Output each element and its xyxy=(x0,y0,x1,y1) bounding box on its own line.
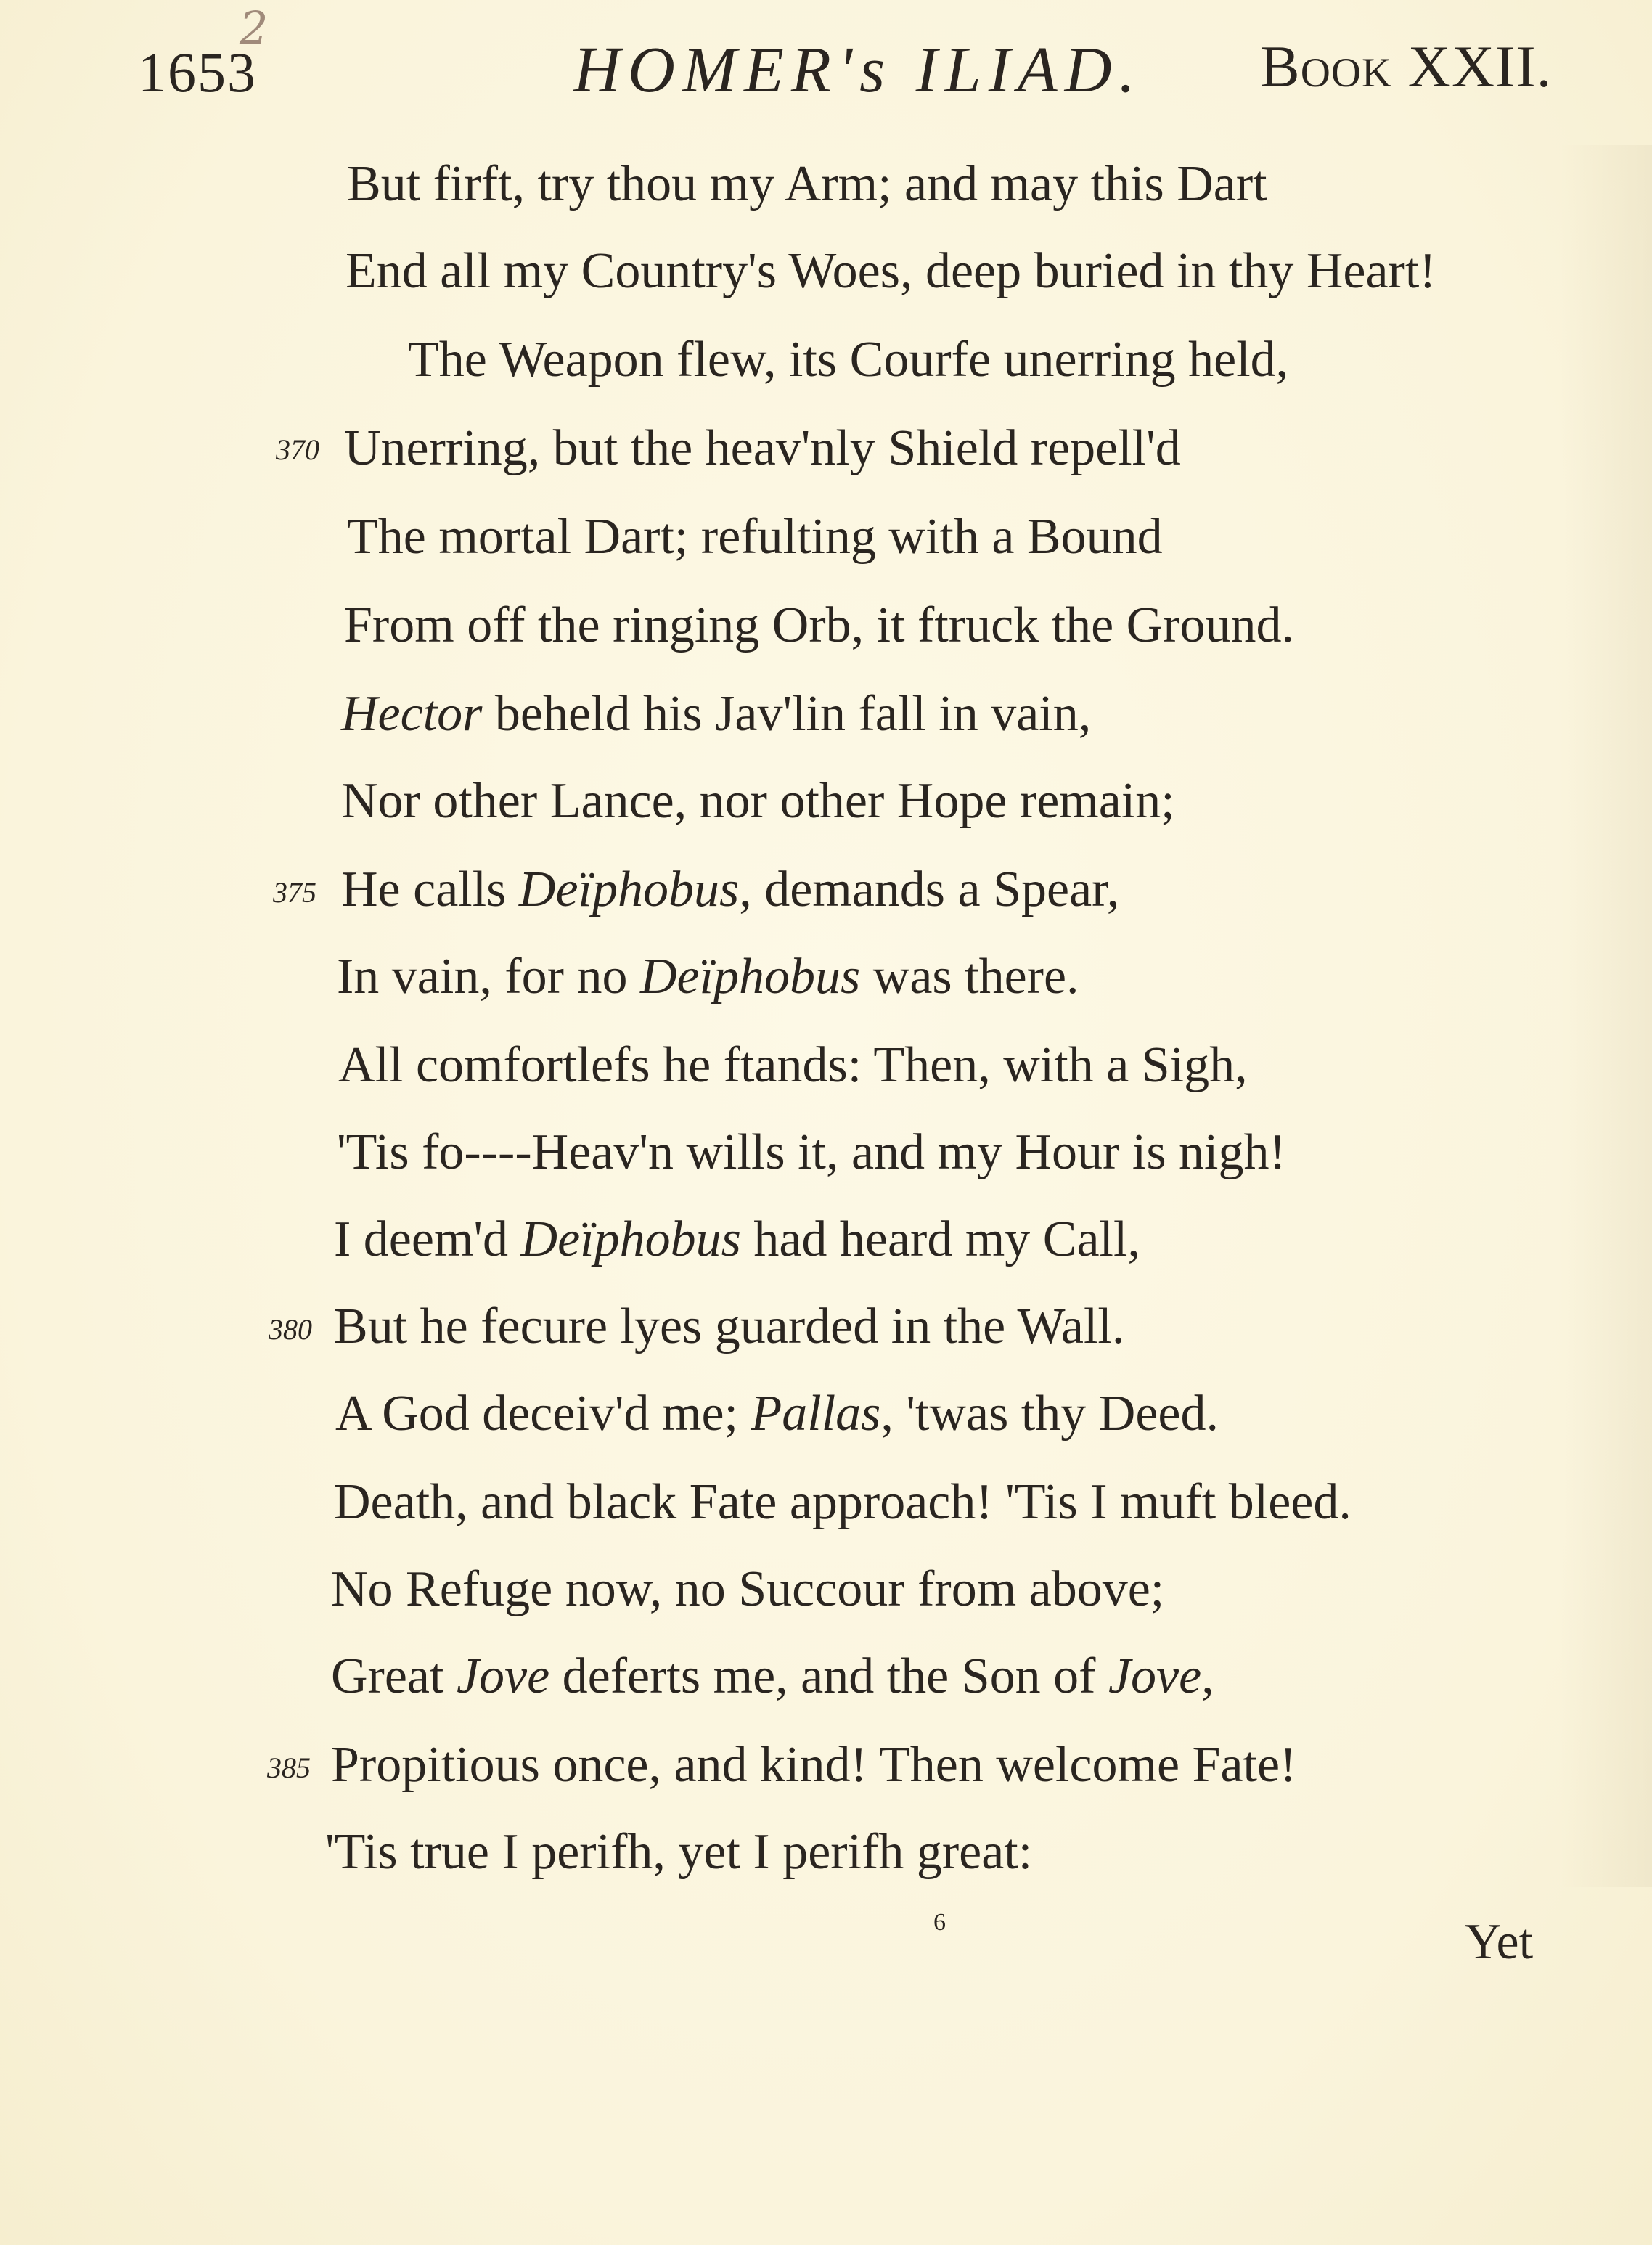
verse-line: From off the ringing Orb, it ftruck the Ground. xyxy=(344,597,1295,653)
verse-line xyxy=(335,1385,1219,1443)
verse-line: But he fecure lyes guarded in the Wall. xyxy=(334,1299,1125,1354)
verse-text: beheld his Jav'lin fall in vain, xyxy=(482,686,1092,742)
verse-text: had heard my Call, xyxy=(740,1211,1140,1267)
verse-line: Nor other Lance, nor other Hope remain; xyxy=(341,773,1175,829)
line-number: 370 xyxy=(276,433,319,466)
verse-line xyxy=(341,685,1091,743)
verse-line: The mortal Dart; refulting with a Bound xyxy=(347,509,1163,565)
verse-text: Great xyxy=(331,1648,457,1704)
verse-line xyxy=(341,861,1119,919)
verse-line: But firft, try thou my Arm; and may this Dart xyxy=(347,156,1267,212)
verse-line xyxy=(334,1211,1140,1269)
verse-line xyxy=(337,948,1079,1006)
handwritten-mark: 2 xyxy=(240,1,269,54)
verse-text: , demands a Spear, xyxy=(739,862,1120,917)
verse-italic-name: Jove xyxy=(456,1648,550,1704)
show-through-shadow xyxy=(1561,145,1652,1887)
line-number: 380 xyxy=(269,1313,312,1346)
signature-mark: 6 xyxy=(933,1909,946,1936)
running-title: HOMER's ILIAD. xyxy=(573,34,1143,106)
line-number: 375 xyxy=(273,876,316,909)
verse-italic-name: Deïphobus xyxy=(520,1211,741,1267)
verse-italic-name: Pallas xyxy=(751,1386,881,1442)
catchword: Yet xyxy=(1465,1914,1534,1970)
verse-text: In vain, for no xyxy=(337,949,640,1005)
verse-line: End all my Country's Woes, deep buried in thy Heart! xyxy=(345,243,1436,299)
verse-line xyxy=(331,1648,1214,1706)
verse-text: , xyxy=(1201,1648,1214,1704)
verse-italic-name: Jove xyxy=(1108,1648,1202,1704)
verse-italic-name: Deïphobus xyxy=(639,949,861,1005)
line-number: 385 xyxy=(267,1751,311,1784)
verse-italic-name: Hector xyxy=(341,686,483,742)
verse-italic-name: Deïphobus xyxy=(518,862,740,917)
verse-line: No Refuge now, no Succour from above; xyxy=(331,1561,1165,1617)
verse-line: Unerring, but the heav'nly Shield repell'd xyxy=(344,420,1181,476)
verse-line: The Weapon flew, its Courfe unerring held, xyxy=(408,332,1289,388)
verse-line: Death, and black Fate approach! 'Tis I muft bleed. xyxy=(334,1474,1352,1530)
page-number: 1653 xyxy=(138,41,257,104)
book-label: Book XXII. xyxy=(1260,33,1553,99)
verse-text: I deem'd xyxy=(334,1211,521,1267)
verse-line: 'Tis true I perifh, yet I perifh great: xyxy=(325,1824,1033,1880)
verse-line: All comfortlefs he ftands: Then, with a Sigh, xyxy=(338,1037,1248,1093)
verse-line: Propitious once, and kind! Then welcome Fate! xyxy=(331,1737,1297,1793)
verse-line: 'Tis fo----Heav'n wills it, and my Hour is nigh! xyxy=(337,1124,1286,1180)
verse-text: was there. xyxy=(860,949,1079,1005)
verse-text: deferts me, and the Son of xyxy=(549,1648,1108,1704)
verse-text: He calls xyxy=(341,862,519,917)
verse-text: A God deceiv'd me; xyxy=(335,1386,751,1442)
verse-text: , 'twas thy Deed. xyxy=(880,1386,1219,1442)
